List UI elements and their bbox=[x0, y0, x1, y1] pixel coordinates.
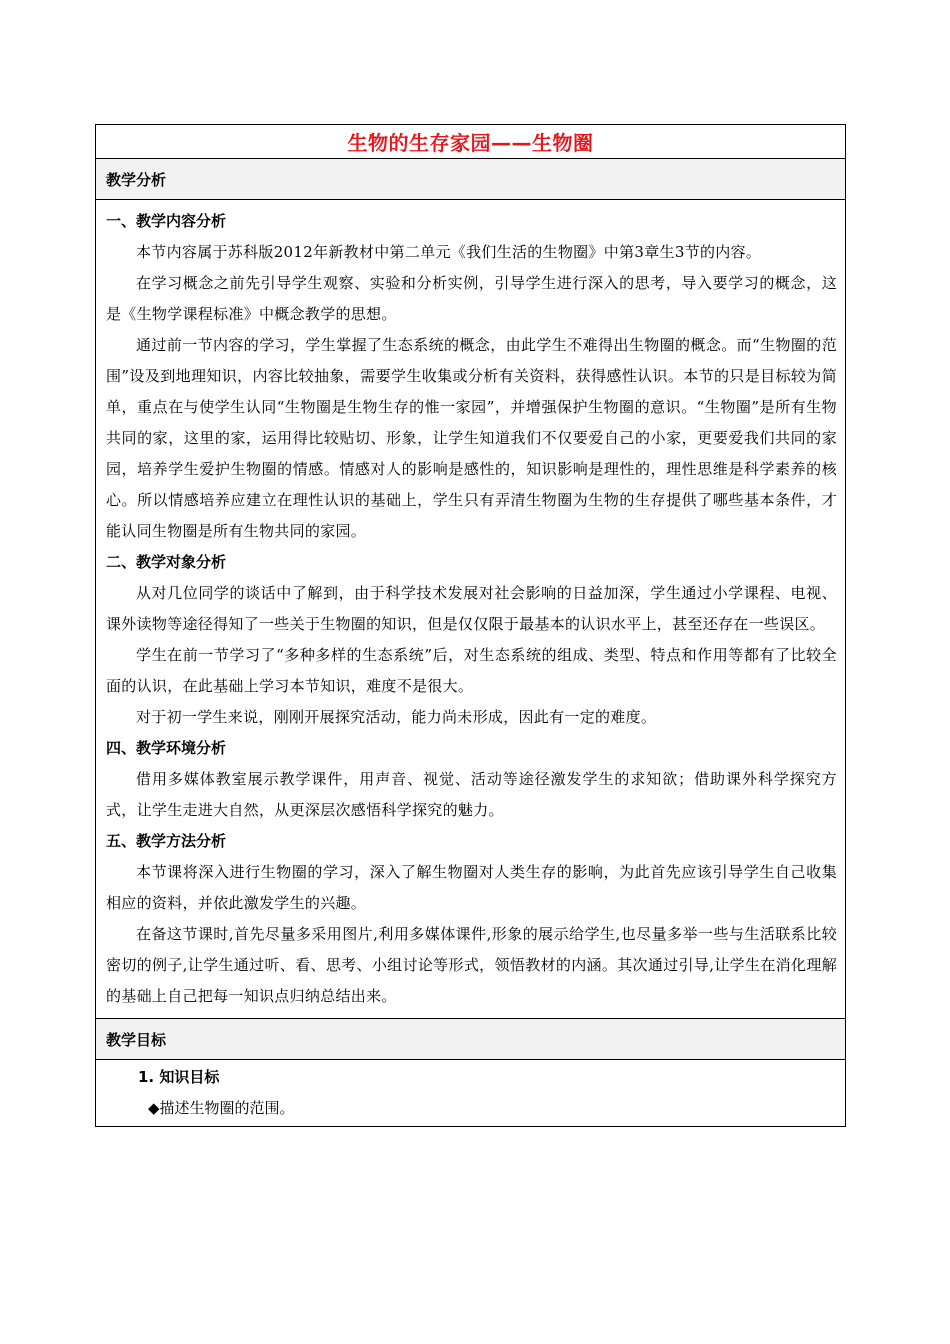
teaching-analysis-content bbox=[96, 200, 845, 1019]
paragraph: 借用多媒体教室展示教学课件，用声音、视觉、活动等途径激发学生的求知欲；借助课外科学探究方式，让学生走进大自然，从更深层次感悟科学探究的魅力。 bbox=[106, 770, 837, 819]
paragraph: 通过前一节内容的学习，学生掌握了生态系统的概念，由此学生不难得出生物圈的概念。而“生物圈的范围”设及到地理知识，内容比较抽象，需要学生收集或分析有关资料，获得感性认识。本节的只是目标较为简单，重点在与使学生认同“生物圈是生物生存的惟一家园”，并增强保护生物圈的意识。“生物圈”是所有生物共同的家，这里的家，运用得比较贴切、形象，让学生知道我们不仅要爱自己的小家，更要爱我们共同的家园，培养学生爱护生物圈的情感。情感对人的影响是感性的，知识影响是理性的，理性思维是科学素养的核心。所以情感培养应建立在理性认识的基础上，学生只有弄清生物圈为生物的生存提供了哪些基本条件，才能认同生物圈是所有生物共同的家园。 bbox=[106, 336, 837, 540]
paragraph: 本节课将深入进行生物圈的学习，深入了解生物圈对人类生存的影响，为此首先应该引导学生自己收集相应的资料，并依此激发学生的兴趣。 bbox=[106, 863, 837, 912]
paragraph: 本节内容属于苏科版2012年新教材中第二单元《我们生活的生物圈》中第3章生3节的内容。 bbox=[136, 243, 762, 261]
section-header-teaching-goals bbox=[96, 1019, 845, 1060]
section-label: 教学分析 bbox=[106, 170, 167, 189]
paragraph: 从对几位同学的谈话中了解到，由于科学技术发展对社会影响的日益加深，学生通过小学课程、电视、课外读物等途径得知了一些关于生物圈的知识，但是仅仅限于最基本的认识水平上，甚至还存在一些误区。 bbox=[106, 584, 837, 633]
title-row bbox=[96, 125, 845, 159]
learner-analysis-heading: 二、教学对象分析 bbox=[106, 553, 227, 571]
content-analysis-heading: 一、教学内容分析 bbox=[106, 212, 227, 230]
paragraph: 学生在前一节学习了“多种多样的生态系统”后，对生态系统的组成、类型、特点和作用等都有了比较全面的认识，在此基础上学习本节知识，难度不是很大。 bbox=[106, 646, 837, 695]
paragraph: 在备这节课时,首先尽量多采用图片,利用多媒体课件,形象的展示给学生,也尽量多举一些与生活联系比较密切的例子,让学生通过听、看、思考、小组讨论等形式，领悟教材的内涵。其次通过引导,让学生在消化理解的基础上自己把每一知识点归纳总结出来。 bbox=[106, 925, 837, 1005]
teaching-goals-content bbox=[96, 1060, 845, 1126]
paragraph: 对于初一学生来说，刚刚开展探究活动，能力尚未形成，因此有一定的难度。 bbox=[136, 708, 657, 726]
section-label: 教学目标 bbox=[106, 1030, 167, 1049]
lesson-plan-table bbox=[95, 124, 846, 1127]
environment-analysis-heading: 四、教学环境分析 bbox=[106, 739, 227, 757]
method-analysis-heading: 五、教学方法分析 bbox=[106, 832, 227, 850]
document-title: 生物的生存家园——生物圈 bbox=[347, 131, 594, 155]
paragraph: 在学习概念之前先引导学生观察、实验和分析实例，引导学生进行深入的思考，导入要学习的概念，这是《生物学课程标准》中概念教学的思想。 bbox=[106, 274, 837, 323]
goal-item: ◆描述生物圈的范围。 bbox=[148, 1099, 295, 1117]
knowledge-goals-heading: 1. 知识目标 bbox=[138, 1068, 220, 1086]
section-header-teaching-analysis bbox=[96, 159, 845, 200]
